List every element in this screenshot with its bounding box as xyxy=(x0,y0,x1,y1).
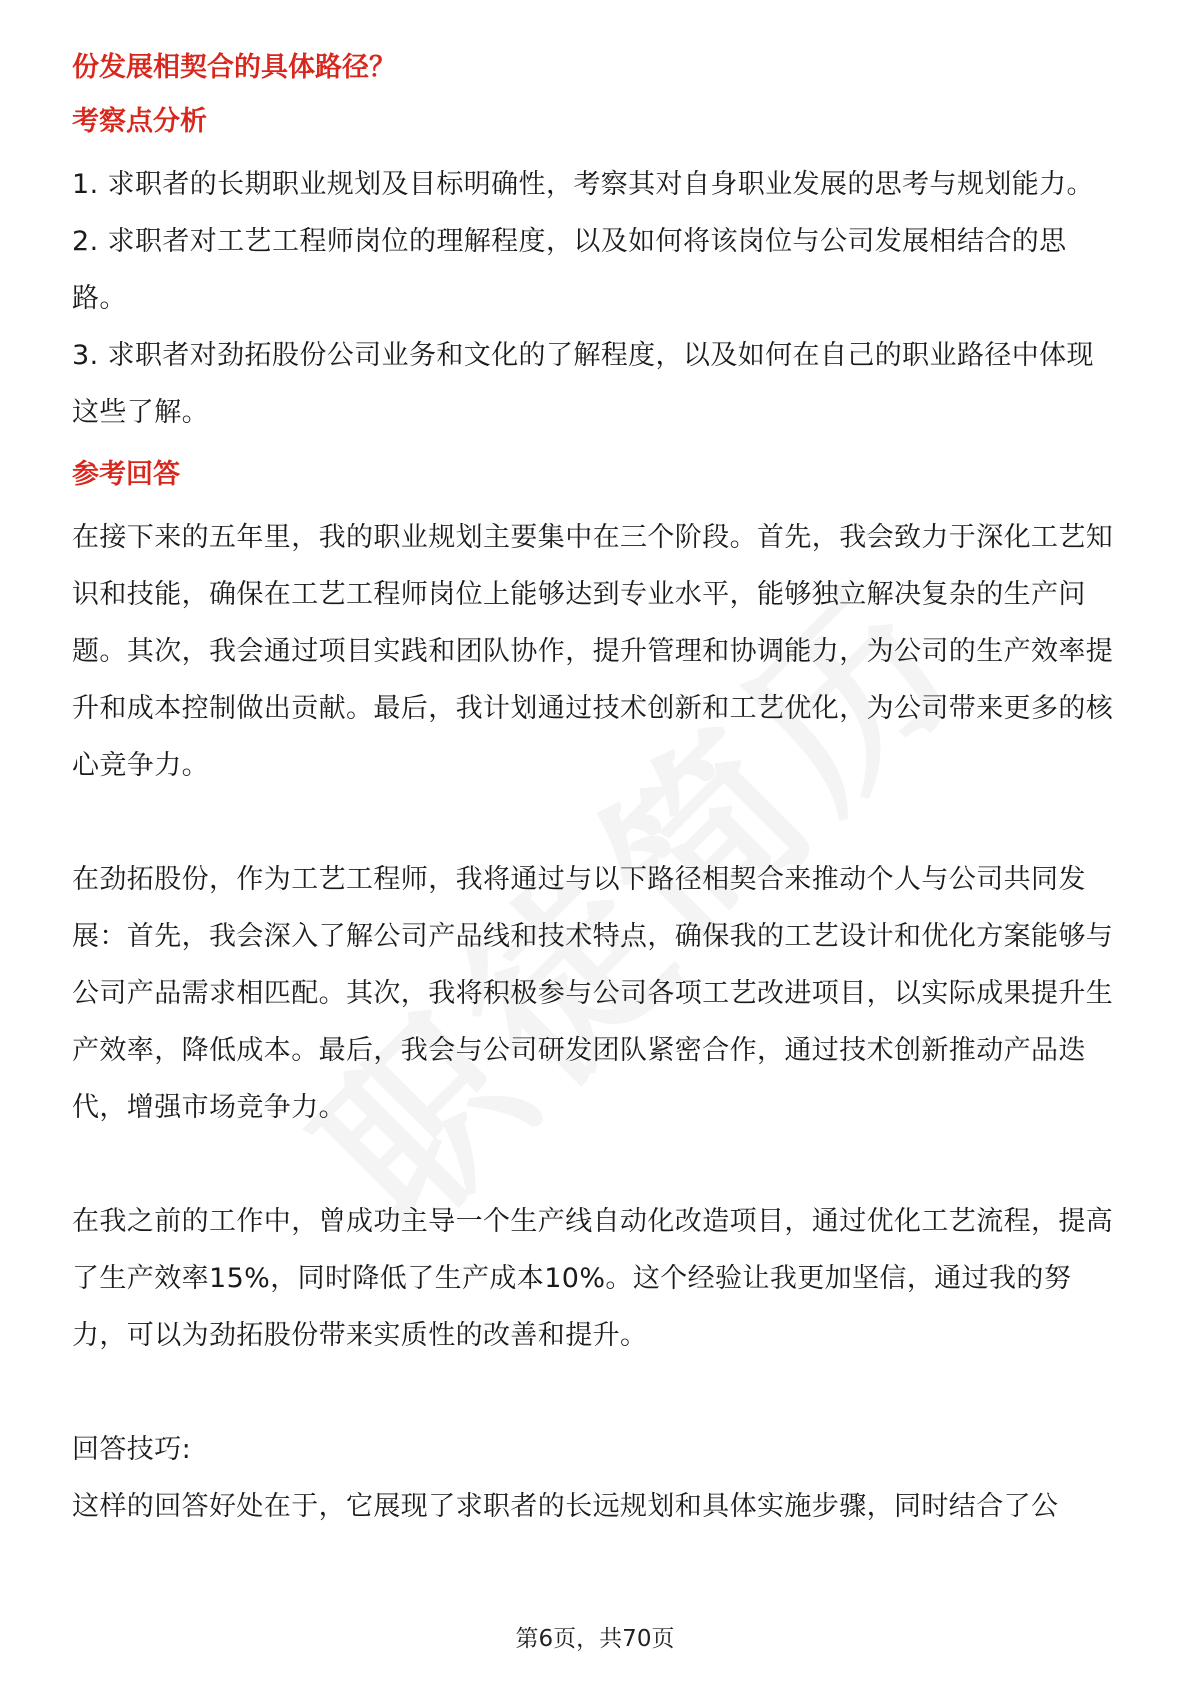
page-number: 第6页，共70页 xyxy=(515,1626,675,1652)
answer-paragraph-1: 在接下来的五年里，我的职业规划主要集中在三个阶段。首先，我会致力于深化工艺知识和技能，确保在工艺工程师岗位上能够达到专业水平，能够独立解决复杂的生产问题。其次，我会通过项目实践和团队协作，提升管理和协调能力，为公司的生产效率提升和成本控制做出贡献。最后，我计划通过技术创新和工艺优化，为公司带来更多的核心竞争力。 xyxy=(72,522,1114,781)
tips-heading: 回答技巧: xyxy=(72,1434,192,1465)
document-page xyxy=(72,48,1118,1535)
answer-paragraph-3: 在我之前的工作中，曾成功主导一个生产线自动化改造项目，通过优化工艺流程，提高了生产效率15%，同时降低了生产成本10%。这个经验让我更加坚信，通过我的努力，可以为劲拓股份带来实质性的改善和提升。 xyxy=(72,1206,1114,1351)
question-tail: 份发展相契合的具体路径？ xyxy=(72,52,396,83)
analysis-item-3: 3. 求职者对劲拓股份公司业务和文化的了解程度，以及如何在自己的职业路径中体现这些了解。 xyxy=(72,340,1094,428)
analysis-heading: 考察点分析 xyxy=(72,106,207,137)
analysis-item-2: 2. 求职者对工艺工程师岗位的理解程度，以及如何将该岗位与公司发展相结合的思路。 xyxy=(72,226,1067,314)
analysis-item-1: 1. 求职者的长期职业规划及目标明确性，考察其对自身职业发展的思考与规划能力。 xyxy=(72,169,1094,200)
answer-heading: 参考回答 xyxy=(72,459,180,490)
answer-paragraph-2: 在劲拓股份，作为工艺工程师，我将通过与以下路径相契合来推动个人与公司共同发展：首先，我会深入了解公司产品线和技术特点，确保我的工艺设计和优化方案能够与公司产品需求相匹配。其次，我将积极参与公司各项工艺改进项目，以实际成果提升生产效率，降低成本。最后，我会与公司研发团队紧密合作，通过技术创新推动产品迭代，增强市场竞争力。 xyxy=(72,864,1114,1123)
tips-text: 这样的回答好处在于，它展现了求职者的长远规划和具体实施步骤，同时结合了公 xyxy=(72,1491,1059,1522)
